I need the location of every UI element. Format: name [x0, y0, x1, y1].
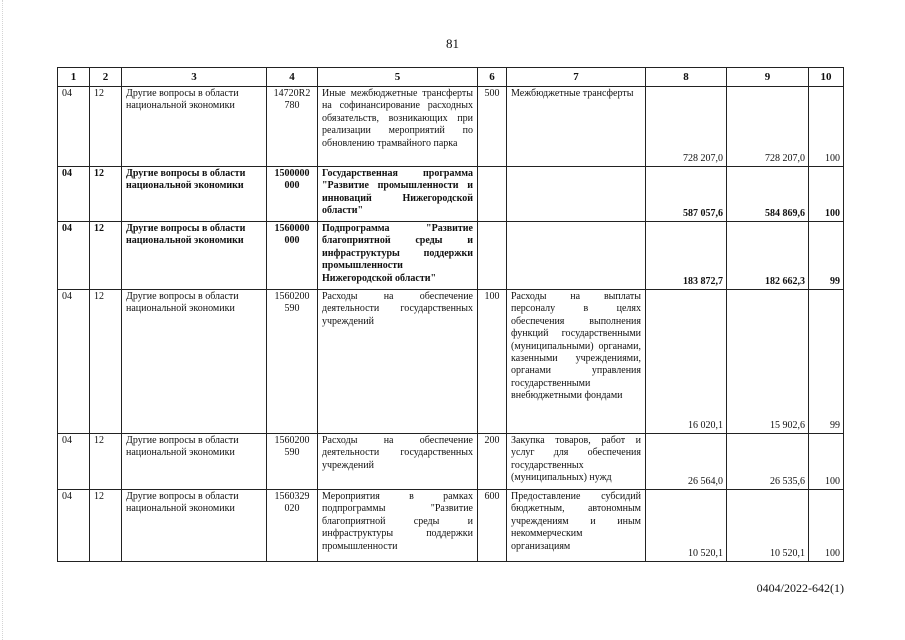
cell-section: 04 — [58, 490, 90, 562]
cell-expense-type-name — [507, 222, 646, 290]
cell-expense-type-code — [478, 222, 507, 290]
cell-executed-amount: 182 662,3 — [727, 222, 809, 290]
cell-target-article: 1560200 590 — [267, 434, 318, 490]
cell-expense-type-code: 500 — [478, 87, 507, 167]
table-row — [58, 222, 844, 290]
cell-subsection: 12 — [90, 434, 122, 490]
cell-target-article: 1560200 590 — [267, 290, 318, 434]
cell-section-name: Другие вопросы в области национальной экономики — [122, 87, 267, 167]
column-header-5: 5 — [318, 68, 478, 87]
column-header-3: 3 — [122, 68, 267, 87]
cell-expense-type-name: Предоставление субсидий бюджетным, автономным учреждениям и иным некоммерческим организациям — [507, 490, 646, 562]
cell-section: 04 — [58, 290, 90, 434]
cell-planned-amount: 26 564,0 — [646, 434, 727, 490]
column-header-10: 10 — [809, 68, 844, 87]
cell-execution-percent: 100 — [809, 490, 844, 562]
column-header-9: 9 — [727, 68, 809, 87]
cell-section-name: Другие вопросы в области национальной экономики — [122, 222, 267, 290]
table-body — [58, 87, 844, 562]
cell-article-name: Расходы на обеспечение деятельности государственных учреждений — [318, 290, 478, 434]
cell-expense-type-code — [478, 167, 507, 222]
cell-section-name: Другие вопросы в области национальной экономики — [122, 490, 267, 562]
cell-expense-type-code: 200 — [478, 434, 507, 490]
cell-section-name: Другие вопросы в области национальной экономики — [122, 434, 267, 490]
cell-expense-type-name: Закупка товаров, работ и услуг для обеспечения государственных (муниципальных) нужд — [507, 434, 646, 490]
cell-section: 04 — [58, 434, 90, 490]
table-row — [58, 290, 844, 434]
cell-target-article: 14720R2 780 — [267, 87, 318, 167]
table-header-row — [58, 68, 844, 87]
cell-executed-amount: 728 207,0 — [727, 87, 809, 167]
cell-execution-percent: 100 — [809, 434, 844, 490]
cell-expense-type-name: Межбюджетные трансферты — [507, 87, 646, 167]
cell-subsection: 12 — [90, 167, 122, 222]
cell-expense-type-code: 100 — [478, 290, 507, 434]
cell-execution-percent: 99 — [809, 222, 844, 290]
cell-subsection: 12 — [90, 290, 122, 434]
cell-planned-amount: 728 207,0 — [646, 87, 727, 167]
cell-planned-amount: 183 872,7 — [646, 222, 727, 290]
cell-execution-percent: 100 — [809, 167, 844, 222]
cell-executed-amount: 10 520,1 — [727, 490, 809, 562]
column-header-1: 1 — [58, 68, 90, 87]
column-header-7: 7 — [507, 68, 646, 87]
cell-subsection: 12 — [90, 490, 122, 562]
cell-expense-type-name: Расходы на выплаты персоналу в целях обеспечения выполнения функций государственными (муниципальными) органами, казенными учреждениями, органами управления государственными внебюджетными фондами — [507, 290, 646, 434]
cell-executed-amount: 26 535,6 — [727, 434, 809, 490]
cell-planned-amount: 16 020,1 — [646, 290, 727, 434]
table-row — [58, 167, 844, 222]
table-row — [58, 87, 844, 167]
page-number: 81 — [446, 36, 459, 51]
cell-executed-amount: 584 869,6 — [727, 167, 809, 222]
cell-target-article: 1560329 020 — [267, 490, 318, 562]
cell-expense-type-name — [507, 167, 646, 222]
cell-target-article: 1560000 000 — [267, 222, 318, 290]
cell-section: 04 — [58, 222, 90, 290]
column-header-2: 2 — [90, 68, 122, 87]
cell-subsection: 12 — [90, 87, 122, 167]
cell-execution-percent: 99 — [809, 290, 844, 434]
cell-planned-amount: 587 057,6 — [646, 167, 727, 222]
column-header-4: 4 — [267, 68, 318, 87]
cell-section-name: Другие вопросы в области национальной экономики — [122, 290, 267, 434]
cell-article-name: Государственная программа "Развитие промышленности и инноваций Нижегородской области" — [318, 167, 478, 222]
cell-article-name: Подпрограмма "Развитие благоприятной среды и инфраструктуры поддержки промышленности Нижегородской области" — [318, 222, 478, 290]
column-header-6: 6 — [478, 68, 507, 87]
cell-expense-type-code: 600 — [478, 490, 507, 562]
cell-planned-amount: 10 520,1 — [646, 490, 727, 562]
cell-subsection: 12 — [90, 222, 122, 290]
cell-execution-percent: 100 — [809, 87, 844, 167]
table-row — [58, 434, 844, 490]
cell-executed-amount: 15 902,6 — [727, 290, 809, 434]
table-row — [58, 490, 844, 562]
scan-margin-marks — [2, 0, 9, 640]
document-code: 0404/2022-642(1) — [756, 581, 844, 595]
column-header-8: 8 — [646, 68, 727, 87]
cell-section-name: Другие вопросы в области национальной экономики — [122, 167, 267, 222]
cell-section: 04 — [58, 87, 90, 167]
cell-article-name: Мероприятия в рамках подпрограммы "Развитие благоприятной среды и инфраструктуры поддержки промышленности — [318, 490, 478, 562]
cell-section: 04 — [58, 167, 90, 222]
budget-table — [57, 67, 844, 562]
cell-article-name: Расходы на обеспечение деятельности государственных учреждений — [318, 434, 478, 490]
cell-article-name: Иные межбюджетные трансферты на софинансирование расходных обязательств, возникающих при реализации мероприятий по обновлению трамвайного парка — [318, 87, 478, 167]
cell-target-article: 1500000 000 — [267, 167, 318, 222]
